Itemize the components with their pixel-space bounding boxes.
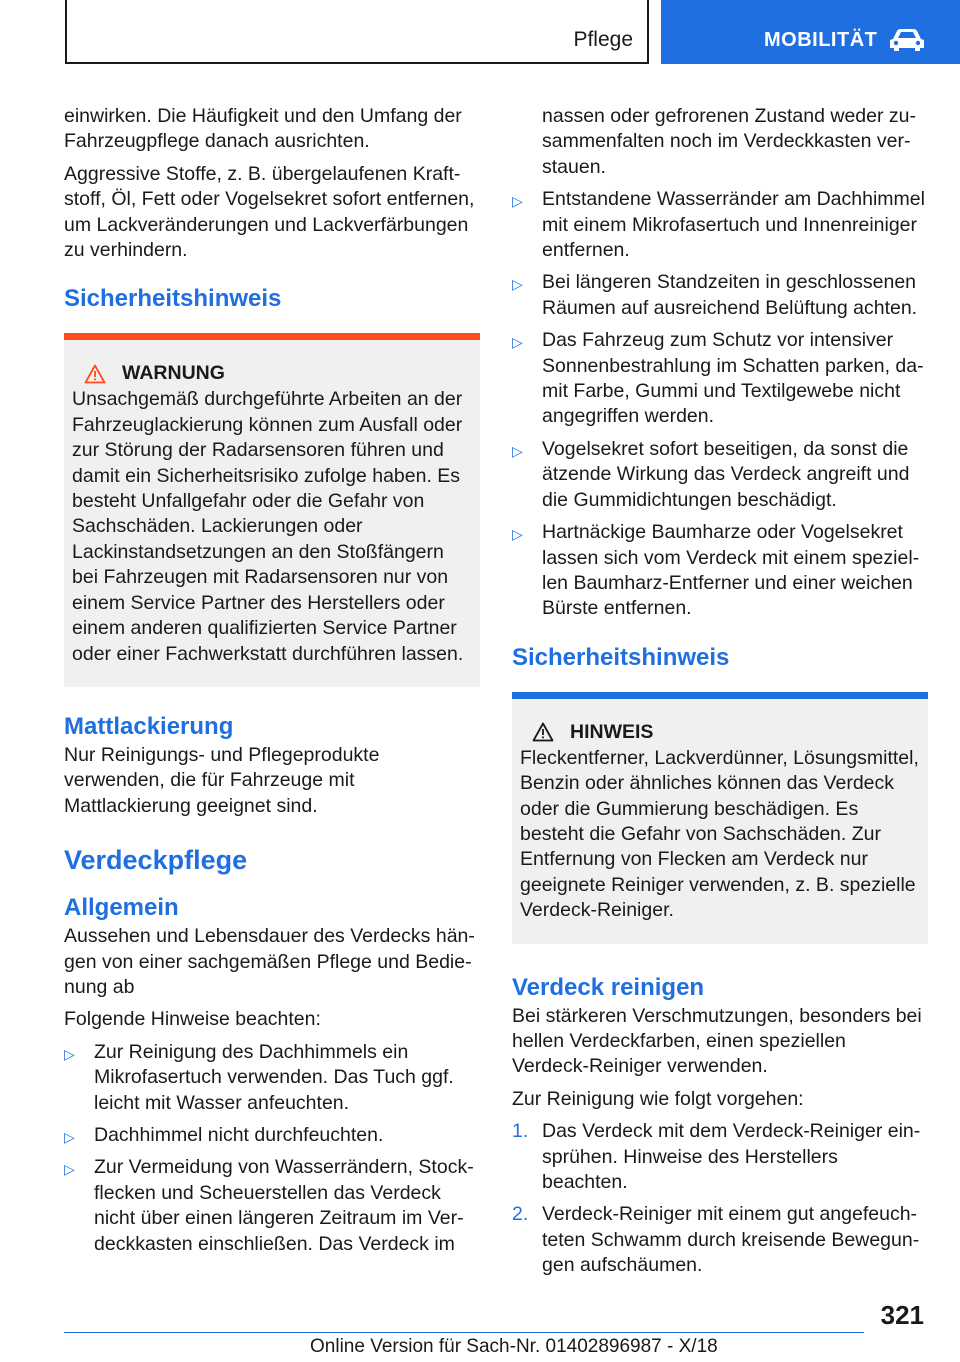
triangle-bullet-icon: ▷	[512, 193, 523, 210]
header-section-box	[65, 0, 649, 64]
list-item: ▷ Entstandene Wasserränder am Dachhimmel mit einem Mikrofasertuch und Innenreiniger entfernen.	[512, 188, 925, 262]
heading-allgemein: Allgemein	[64, 894, 179, 922]
list-item: ▷ Dachhimmel nicht durchfeuchten.	[64, 1123, 480, 1148]
paragraph-continued: nassen oder gefrorenen Zustand weder zusammenfalten noch im Verdeckkasten verstauen.	[542, 105, 916, 178]
paragraph: einwirken. Die Häufigkeit und den Umfang der Fahrzeugpflege danach ausrichten.	[64, 105, 462, 153]
warning-box	[64, 333, 480, 686]
page-number: 321	[880, 1300, 924, 1330]
notice-label: HINWEIS	[570, 720, 654, 743]
heading-verdeck-reinigen: Verdeck reinigen	[512, 973, 705, 1001]
heading-sicherheitshinweis: Sicherheitshinweis	[64, 285, 282, 313]
paragraph: Folgende Hinweise beachten:	[64, 1008, 321, 1031]
footer-online-version: Online Version für Sach-Nr. 01402896987 - X/18	[310, 1336, 718, 1357]
warning-icon	[532, 722, 554, 742]
triangle-bullet-icon: ▷	[512, 334, 523, 351]
notice-box	[512, 692, 928, 944]
warning-text: Unsachgemäß durchgeführte Arbeiten an der Fahrzeuglackierung können zum Ausfall oder zur Störung der Radarsensoren führen und damit ein Sicherheitsrisiko zufolge haben. Es besteht Unfallgefahr oder die Gefahr von Sachschäden. Lackierungen oder Lackinstandsetzungen an den Stoßfängern bei Fahrzeugen mit Radarsensoren nur von einem Service Partner des Herstellers oder einem anderen qualifizierten Service Partner oder einer Fachwerkstatt durchführen lassen.	[72, 388, 464, 665]
right-column	[512, 104, 928, 1286]
list-item: ▷ Zur Vermeidung von Wasserrändern, Stockflecken und Scheuerstellen das Verdeck nicht über einen längeren Zeitraum im Verdeckkasten einschließen. Das Verdeck im	[64, 1156, 474, 1255]
list-item: 2. Verdeck-Reiniger mit einem gut angefeuchteten Schwamm durch kreisende Bewegungen aufschäumen.	[512, 1203, 920, 1277]
paragraph: Aggressive Stoffe, z. B. übergelaufenen Kraftstoff, Öl, Fett oder Vogelsekret sofort entfernen, um Lackveränderungen und Lackverfärbungen zu verhindern.	[64, 162, 475, 262]
paragraph: Nur Reinigungs- und Pflegeprodukte verwenden, die für Fahrzeuge mit Mattlackierung geeignet sind.	[64, 743, 380, 817]
header-chapter-box	[661, 0, 960, 64]
list-item: 1. Das Verdeck mit dem Verdeck-Reiniger einsprühen. Hinweise des Herstellers beachten.	[512, 1120, 921, 1193]
bullet-list	[512, 187, 928, 622]
notice-text: Fleckentferner, Lackverdünner, Lösungsmittel, Benzin oder ähnliches können das Verdeck oder die Gummierung beschädigen. Es besteht die Gefahr von Sachschäden. Zur Entfernung von Flecken am Verdeck nur geeignete Reiniger verwenden, z. B. spezielle Verdeck-Reiniger.	[520, 746, 919, 922]
footer-divider	[64, 1332, 864, 1333]
car-icon	[887, 27, 927, 53]
numbered-list	[512, 1119, 928, 1278]
heading-verdeckpflege: Verdeckpflege	[64, 845, 248, 876]
list-item: ▷ Hartnäckige Baumharze oder Vogelsekret lassen sich vom Verdeck mit einem speziellen Baumharz-Entferner und einer weichen Bürste entfernen.	[512, 521, 920, 620]
paragraph: Aussehen und Lebensdauer des Verdecks hängen von einer sachgemäßen Pflege und Bedienung ab	[64, 925, 475, 998]
heading-sicherheitshinweis: Sicherheitshinweis	[512, 643, 730, 671]
warning-title	[84, 362, 472, 385]
left-column	[64, 104, 480, 1264]
list-item: ▷ Bei längeren Standzeiten in geschlossenen Räumen auf ausreichend Belüftung achten.	[512, 271, 918, 319]
heading-mattlackierung: Mattlackierung	[64, 712, 234, 740]
triangle-bullet-icon: ▷	[64, 1045, 75, 1062]
list-item: ▷ Das Fahrzeug zum Schutz vor intensiver Sonnenbestrahlung im Schatten parken, damit Farbe, Gummi und Textilgewebe nicht angegriffen werden.	[512, 329, 924, 428]
paragraph: Zur Reinigung wie folgt vorgehen:	[512, 1087, 804, 1110]
paragraph: Bei stärkeren Verschmutzungen, besonders bei hellen Verdeckfarben, einen speziellen Verdeck-Reiniger verwenden.	[512, 1004, 922, 1078]
section-title: Pflege	[573, 28, 633, 51]
bullet-list	[64, 1040, 480, 1257]
list-item: ▷ Vogelsekret sofort beseitigen, da sonst die ätzende Wirkung das Verdeck angreift und die Gummidichtungen beschädigt.	[512, 437, 910, 511]
triangle-bullet-icon: ▷	[64, 1161, 75, 1178]
warning-label: WARNUNG	[122, 362, 225, 385]
triangle-bullet-icon: ▷	[512, 526, 523, 543]
chapter-title: MOBILITÄT	[764, 29, 878, 51]
triangle-bullet-icon: ▷	[512, 276, 523, 293]
notice-title	[532, 721, 920, 744]
list-item: ▷ Zur Reinigung des Dachhimmels ein Mikrofasertuch verwenden. Das Tuch ggf. leicht mit Wasser anfeuchten.	[64, 1040, 454, 1114]
triangle-bullet-icon: ▷	[512, 442, 523, 459]
warning-icon	[84, 364, 106, 384]
triangle-bullet-icon: ▷	[64, 1128, 75, 1145]
